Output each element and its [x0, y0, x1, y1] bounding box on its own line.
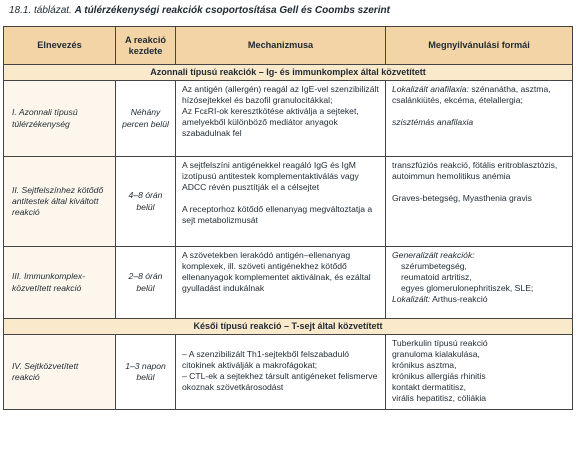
row-2-onset: 4–8 órán belül	[116, 157, 176, 247]
row-4-form-item: krónikus asztma,	[392, 360, 457, 371]
table-caption	[9, 4, 390, 17]
caption-number: 18.1. táblázat.	[9, 5, 72, 16]
row-3-name: III. Immunkomplex-közvetített reakció	[4, 247, 116, 319]
hypersensitivity-table	[3, 26, 573, 410]
row-2-mechanism-2: A receptorhoz kötődő ellenanyag megváltoztatja a sejt metabolizmusát	[182, 204, 373, 226]
row-1-forms	[386, 81, 573, 157]
row-2-name: II. Sejtfelszínhez kötődő antitestek által kiváltott reakció	[4, 157, 116, 247]
row-3-forms	[386, 247, 573, 319]
row-3-form-item: szérumbetegség,	[401, 261, 467, 272]
table-row	[4, 81, 573, 157]
row-1-name: I. Azonnali típusú túlérzékenység	[4, 81, 116, 157]
row-4-onset: 1–3 napon belül	[116, 335, 176, 410]
row-3-form-item: reumatoid artritisz,	[401, 272, 472, 283]
row-1-systemic: szisztémás anafilaxia	[392, 117, 474, 128]
row-4-mechanism-2: – CTL-ek a sejtekhez társult antigéneket felismerve okoznak szövetkárosodást	[182, 371, 378, 393]
row-4-form-item: granuloma kialakulása,	[392, 349, 480, 360]
group-row-delayed	[4, 319, 573, 335]
group-delayed-label: Késői típusú reakció – T-sejt által közvetített	[4, 319, 573, 335]
header-mechanism: Mechanizmusa	[176, 27, 386, 65]
row-3-mechanism-1: A szövetekben lerakódó antigén–ellenanyag komplexek, ill. szöveti antigénekhez kötődő ellenanyagok komplementet aktiválnak, és ezáltal gyulladást indukálnak	[182, 250, 371, 294]
header-onset: A reakció kezdete	[116, 27, 176, 65]
row-4-forms	[386, 335, 573, 410]
row-2-forms-1: transzfúziós reakció, fötális eritroblasztózis, autoimmun hemolitikus anémia	[392, 160, 558, 182]
row-2-mechanism-1: A sejtfelszíni antigénekkel reagáló IgG és IgM izotípusú antitestek komplementaktiválás vagy ADCC révén pusztítják el a célsejtet	[182, 160, 359, 193]
row-4-mechanism-1: – A szenzibilizált Th1-sejtekből felszabaduló citokinek aktiválják a makrofágokat;	[182, 349, 350, 371]
row-2-forms-2: Graves-betegség, Myasthenia gravis	[392, 193, 532, 204]
row-3-local-text: Arthus-reakció	[432, 294, 488, 305]
table-header-row	[4, 27, 573, 65]
row-1-local-text: szénanátha, asztma, csalánkiütés, ekcéma, ételallergia;	[392, 84, 551, 106]
group-row-immediate	[4, 65, 573, 81]
row-4-form-item: Tuberkulin típusú reakció	[392, 338, 488, 348]
header-forms: Megnyilvánulási formái	[386, 27, 573, 65]
row-3-local-label: Lokalizált:	[392, 294, 431, 305]
table-row	[4, 157, 573, 247]
header-name: Elnevezés	[4, 27, 116, 65]
row-3-form-item: egyes glomerulonephritiszek, SLE;	[401, 283, 534, 294]
row-4-form-item: virális hepatitisz, cöliákia	[392, 393, 487, 404]
row-1-mechanism-2: Az FcεRI-ok keresztkötése aktiválja a sejteket, amelyekből különböző mediátor anyagok szabadulnak fel	[182, 106, 359, 139]
group-immediate-label: Azonnali típusú reakciók – Ig- és immunkomplex által közvetített	[4, 65, 573, 81]
row-4-form-item: kontakt dermatitisz,	[392, 382, 467, 393]
table-row	[4, 247, 573, 319]
row-2-mechanism	[176, 157, 386, 247]
table-row	[4, 335, 573, 410]
row-4-name: IV. Sejtközvetített reakció	[4, 335, 116, 410]
row-1-mechanism	[176, 81, 386, 157]
row-3-mechanism	[176, 247, 386, 319]
row-1-onset: Néhány percen belül	[116, 81, 176, 157]
row-4-mechanism	[176, 335, 386, 410]
row-2-forms	[386, 157, 573, 247]
row-4-form-item: krónikus allergiás rhinitis	[392, 371, 486, 382]
row-1-mechanism-1: Az antigén (allergén) reagál az IgE-vel szenzibilizált hízósejtekkel és bazofil granulocitákkal;	[182, 84, 379, 106]
caption-title: A túlérzékenységi reakciók csoportosítása Gell és Coombs szerint	[74, 5, 390, 16]
row-3-onset: 2–8 órán belül	[116, 247, 176, 319]
row-3-generalized-label: Generalizált reakciók:	[392, 250, 475, 260]
row-1-local-label: Lokalizált anafilaxia:	[392, 84, 469, 94]
